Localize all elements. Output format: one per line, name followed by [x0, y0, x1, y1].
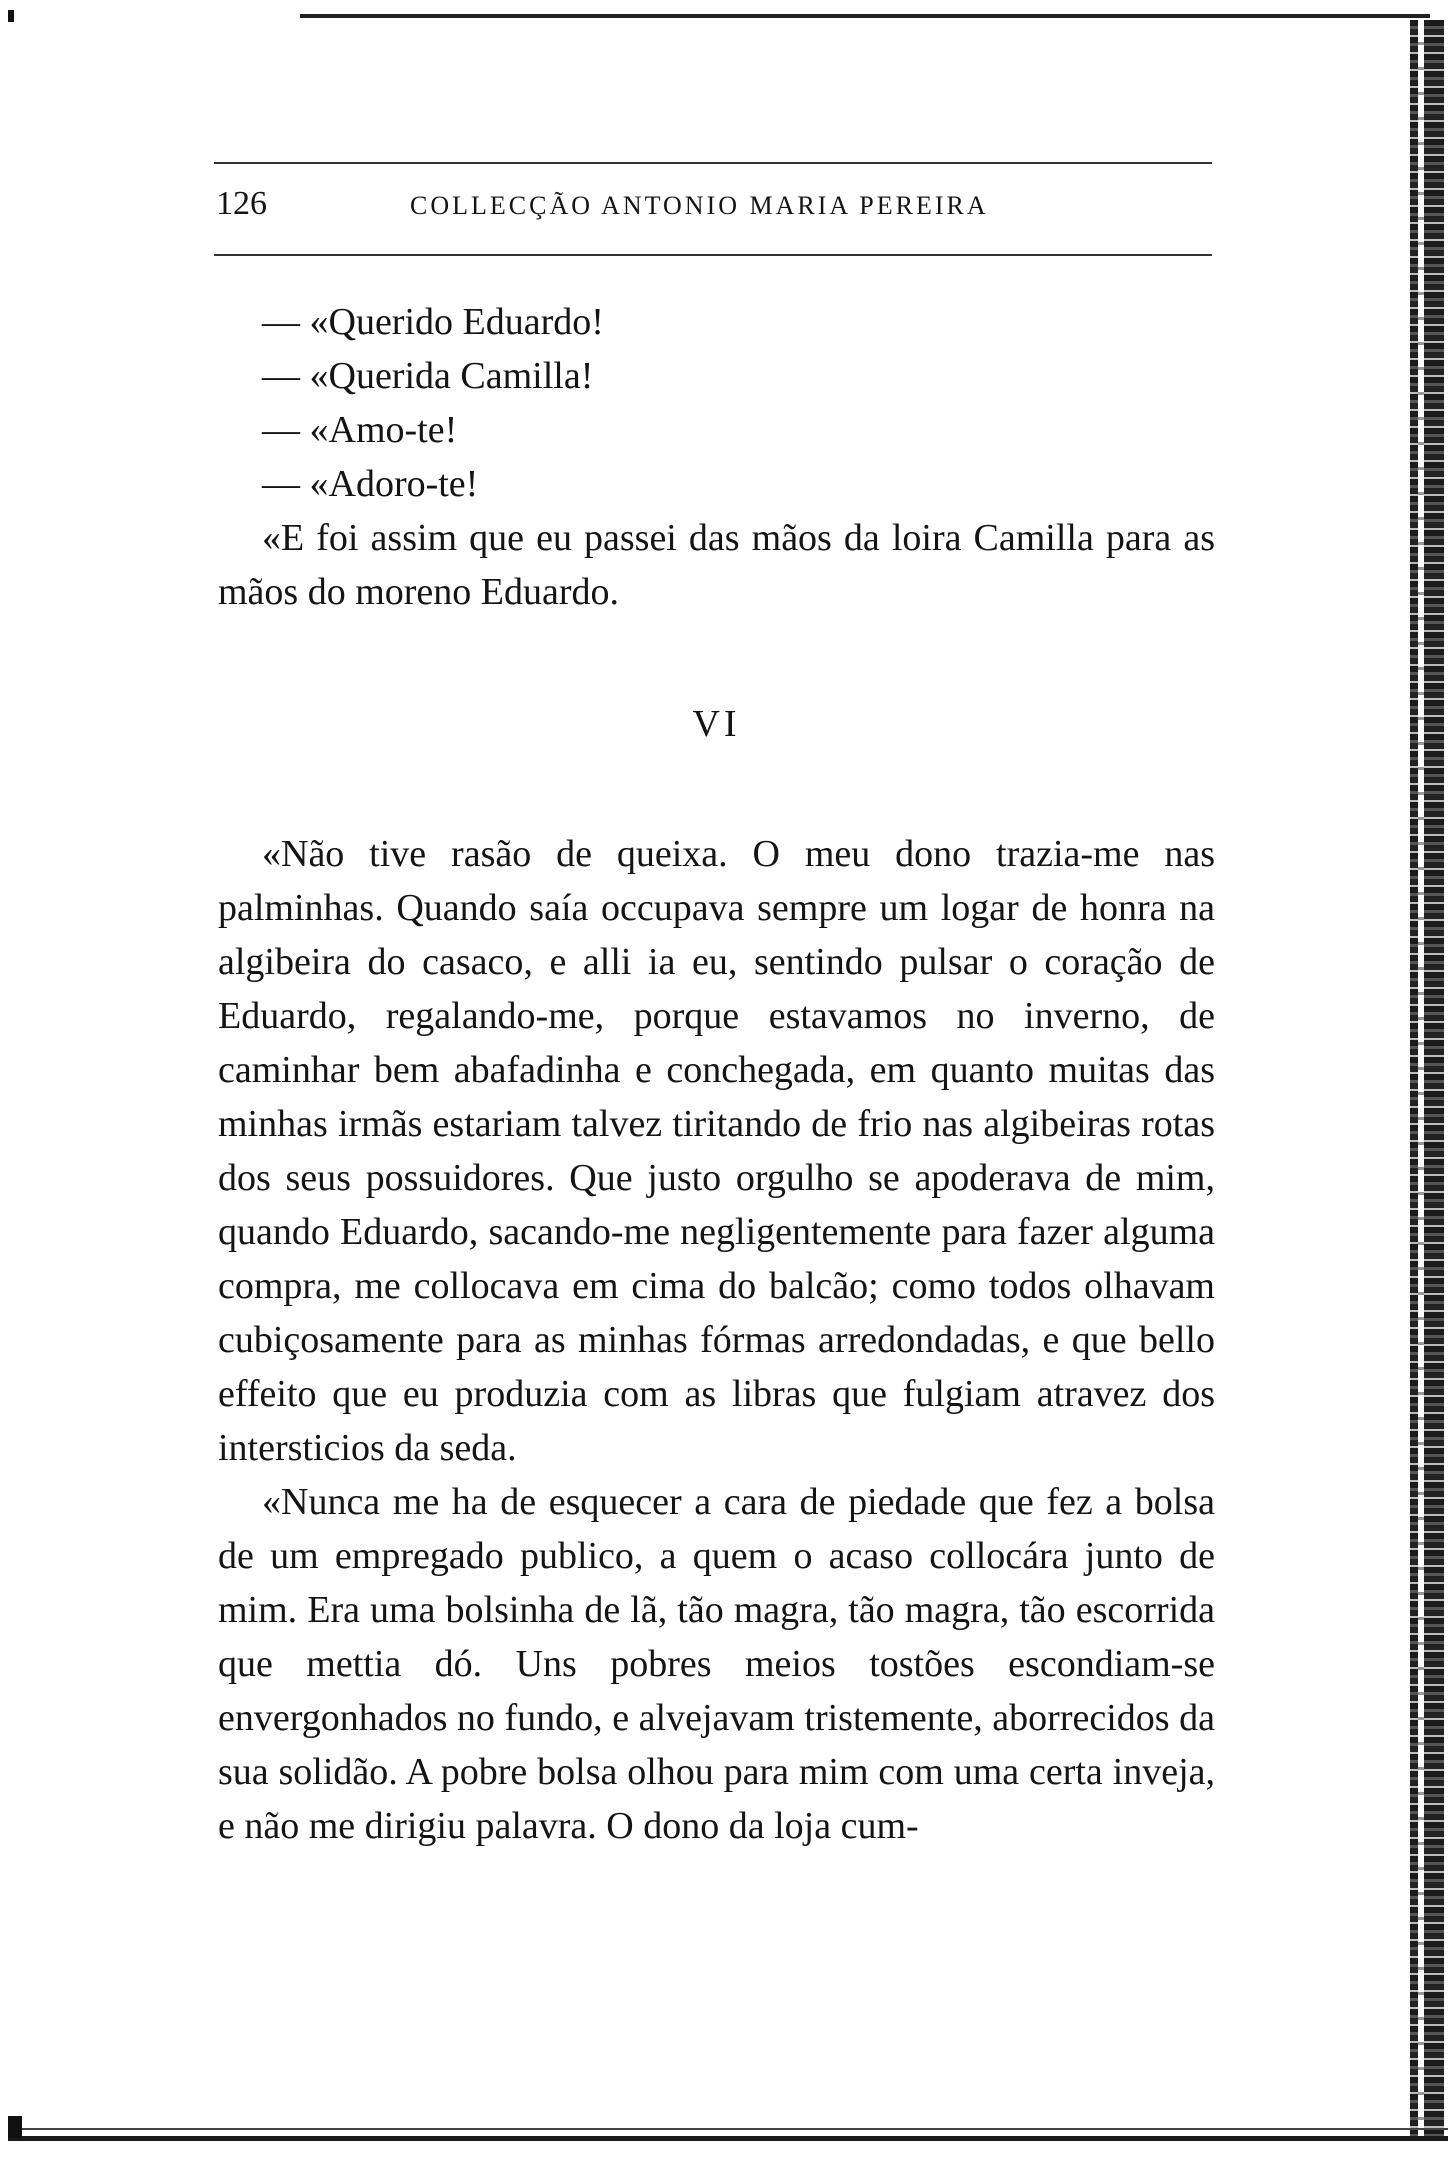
- scan-bottom-edge: [8, 2136, 1448, 2141]
- scan-bottom-edge-thin: [8, 2128, 1448, 2130]
- dialog-line: — «Amo-te!: [262, 409, 458, 451]
- scan-bottom-left-mark: [8, 2116, 22, 2138]
- running-title: COLLECÇÃO ANTONIO MARIA PEREIRA: [410, 191, 989, 220]
- paragraph: «Não tive rasão de queixa. O meu dono trazia-me nas palminhas. Quando saía occupava sempre um logar de honra na algibeira do casaco, e alli ia eu, sentindo pulsar o coração de Eduardo, regalando-me, porque estavamos no inverno, de caminhar bem abafadinha e conchegada, em quanto muitas das minhas irmãs estariam talvez tiritando de frio nas algibeiras rotas dos seus possuidores. Que justo orgulho se apoderava de mim, quando Eduardo, sacando-me negligentemente para fazer alguma compra, me collocava em cima do balcão; como todos olhavam cubiçosamente para as minhas fórmas arredondadas, e que bello effeito que eu produzia com as libras que fulgiam atravez dos intersticios da seda.: [218, 833, 1215, 1469]
- chapter-heading: VI: [692, 703, 741, 745]
- body-text: [218, 295, 1215, 1853]
- scan-top-edge: [300, 14, 1430, 18]
- page-header: [214, 162, 1212, 256]
- dialog-line: — «Querida Camilla!: [262, 355, 594, 397]
- page-number: 126: [216, 185, 267, 222]
- paragraph: «E foi assim que eu passei das mãos da loira Camilla para as mãos do moreno Eduardo.: [218, 517, 1215, 613]
- paragraph: «Nunca me ha de esquecer a cara de piedade que fez a bolsa de um empregado publico, a quem o acaso collocára junto de mim. Era uma bolsinha de lã, tão magra, tão magra, tão escorrida que mettia dó. Uns pobres meios tostões escondiam-se envergonhados no fundo, e alvejavam tristemente, aborrecidos da sua solidão. A pobre bolsa olhou para mim com uma certa inveja, e não me dirigiu palavra. O dono da loja cum-: [218, 1481, 1215, 1847]
- scan-binding-edge-highlight: [1418, 20, 1424, 2136]
- dialog-line: — «Querido Eduardo!: [262, 301, 604, 343]
- scan-binding-edge: [1410, 20, 1444, 2136]
- scan-corner-mark: [8, 10, 14, 22]
- dialog-line: — «Adoro-te!: [262, 463, 479, 505]
